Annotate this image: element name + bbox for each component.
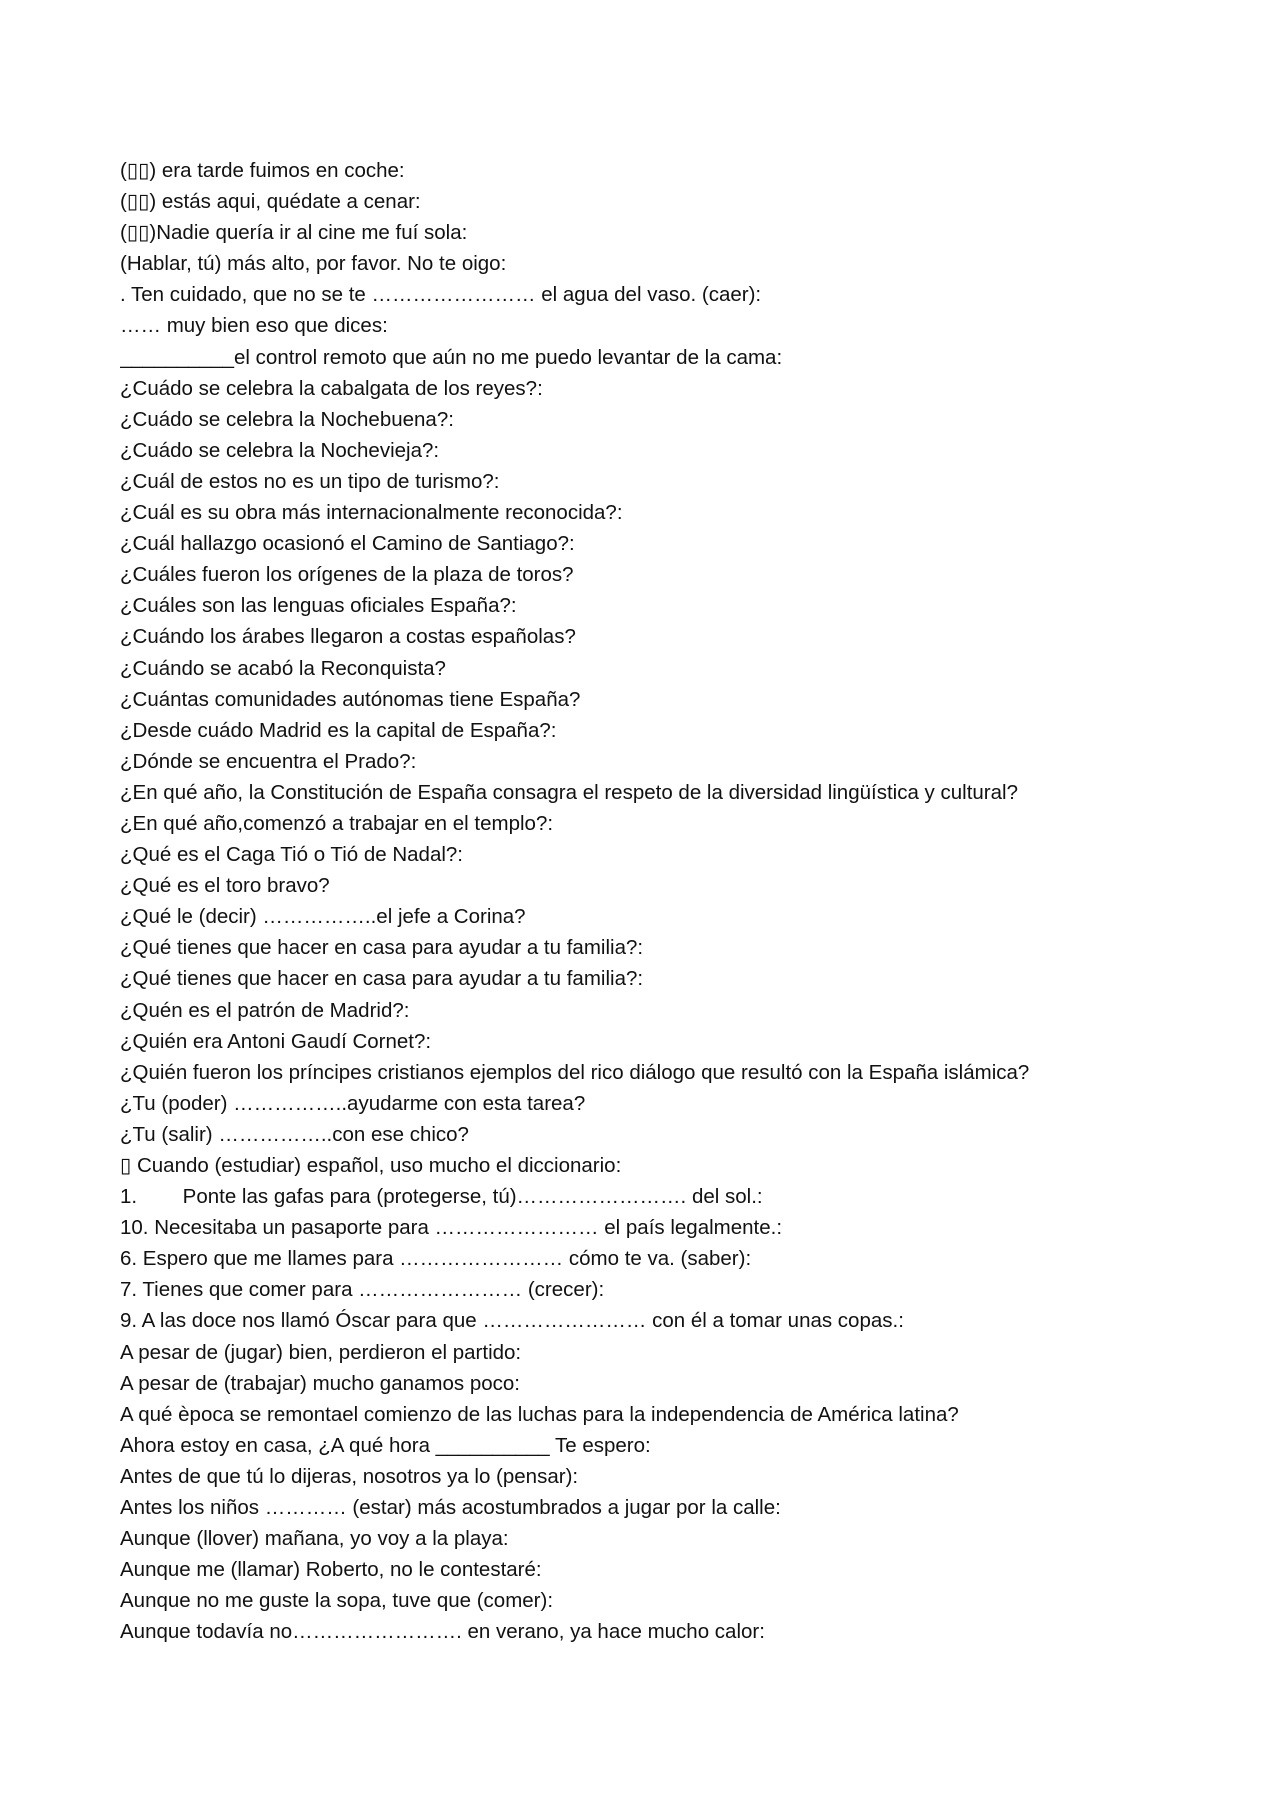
text-line: (▯▯)Nadie quería ir al cine me fuí sola: — [120, 221, 468, 245]
text-line: ¿Quén es el patrón de Madrid?: — [120, 998, 410, 1022]
text-line: ¿Quién fueron los príncipes cristianos ejemplos del rico diálogo que resultó con la España islámica? — [120, 1060, 1030, 1084]
text-line: ¿Cuándo los árabes llegaron a costas españolas? — [120, 625, 576, 649]
text-line: …… muy bien eso que dices: — [120, 314, 388, 338]
text-line: ¿Quién era Antoni Gaudí Cornet?: — [120, 1029, 432, 1053]
text-line: ¿Cuáles fueron los orígenes de la plaza de toros? — [120, 563, 574, 587]
text-line: A pesar de (jugar) bien, perdieron el partido: — [120, 1340, 522, 1364]
text-line: ¿Cuádo se celebra la Nochebuena?: — [120, 407, 454, 431]
text-line: ¿Dónde se encuentra el Prado?: — [120, 749, 417, 773]
text-line: Aunque (llover) mañana, yo voy a la playa: — [120, 1527, 509, 1551]
text-line: ¿Cuántas comunidades autónomas tiene España? — [120, 687, 581, 711]
text-line: ¿Qué es el toro bravo? — [120, 874, 330, 898]
text-line: 10. Necesitaba un pasaporte para …………………… el país legalmente.: — [120, 1216, 783, 1240]
text-line: Antes los niños ………… (estar) más acostumbrados a jugar por la calle: — [120, 1496, 781, 1520]
text-line: ¿Cuál de estos no es un tipo de turismo?: — [120, 469, 500, 493]
text-line: A pesar de (trabajar) mucho ganamos poco: — [120, 1371, 520, 1395]
text-line: ¿Cuál es su obra más internacionalmente reconocida?: — [120, 501, 623, 525]
text-line: __________el control remoto que aún no me puedo levantar de la cama: — [120, 345, 783, 369]
document-text-lines — [120, 155, 1220, 1648]
text-line: ¿En qué año,comenzó a trabajar en el templo?: — [120, 811, 554, 835]
text-line: . Ten cuidado, que no se te …………………… el agua del vaso. (caer): — [120, 283, 762, 307]
text-line: ¿En qué año, la Constitución de España consagra el respeto de la diversidad lingüística y cultural? — [120, 780, 1018, 804]
text-line: ¿Cuáles son las lenguas oficiales España?: — [120, 594, 517, 618]
text-line: ¿Tu (salir) ……………..con ese chico? — [120, 1122, 469, 1146]
text-line: ¿Cuádo se celebra la Nochevieja?: — [120, 438, 440, 462]
text-line: ¿Qué le (decir) ……………..el jefe a Corina? — [120, 905, 526, 929]
text-line: ▯ Cuando (estudiar) español, uso mucho el diccionario: — [120, 1154, 622, 1177]
text-line: ¿Qué tienes que hacer en casa para ayudar a tu familia?: — [120, 967, 644, 991]
text-line: (▯▯) era tarde fuimos en coche: — [120, 159, 405, 182]
text-line: ¿Tu (poder) ……………..ayudarme con esta tarea? — [120, 1091, 586, 1115]
text-line: ¿Cuádo se celebra la cabalgata de los reyes?: — [120, 376, 543, 400]
text-line: 6. Espero que me llames para …………………… cómo te va. (saber): — [120, 1247, 752, 1271]
text-line: (Hablar, tú) más alto, por favor. No te oigo: — [120, 252, 507, 276]
text-line: ¿Cuándo se acabó la Reconquista? — [120, 656, 446, 680]
text-line: ¿Qué tienes que hacer en casa para ayudar a tu familia?: — [120, 936, 644, 960]
text-line: ¿Desde cuádo Madrid es la capital de España?: — [120, 718, 557, 742]
text-line: Antes de que tú lo dijeras, nosotros ya lo (pensar): — [120, 1464, 579, 1488]
text-line: ¿Qué es el Caga Tió o Tió de Nadal?: — [120, 843, 464, 867]
text-line: Ahora estoy en casa, ¿A qué hora __________ Te espero: — [120, 1433, 651, 1457]
text-line: 9. A las doce nos llamó Óscar para que …………………… con él a tomar unas copas.: — [120, 1309, 904, 1333]
text-line: Aunque todavía no……………………. en verano, ya hace mucho calor: — [120, 1620, 765, 1644]
text-line: 7. Tienes que comer para …………………… (crecer): — [120, 1278, 605, 1302]
text-line: Aunque me (llamar) Roberto, no le contestaré: — [120, 1558, 542, 1582]
text-line: A qué època se remontael comienzo de las luchas para la independencia de América latina? — [120, 1402, 959, 1426]
text-line: 1. Ponte las gafas para (protegerse, tú)……………………. del sol.: — [120, 1185, 763, 1209]
text-line: (▯▯) estás aqui, quédate a cenar: — [120, 190, 421, 214]
text-line: ¿Cuál hallazgo ocasionó el Camino de Santiago?: — [120, 532, 575, 556]
text-line: Aunque no me guste la sopa, tuve que (comer): — [120, 1589, 554, 1613]
